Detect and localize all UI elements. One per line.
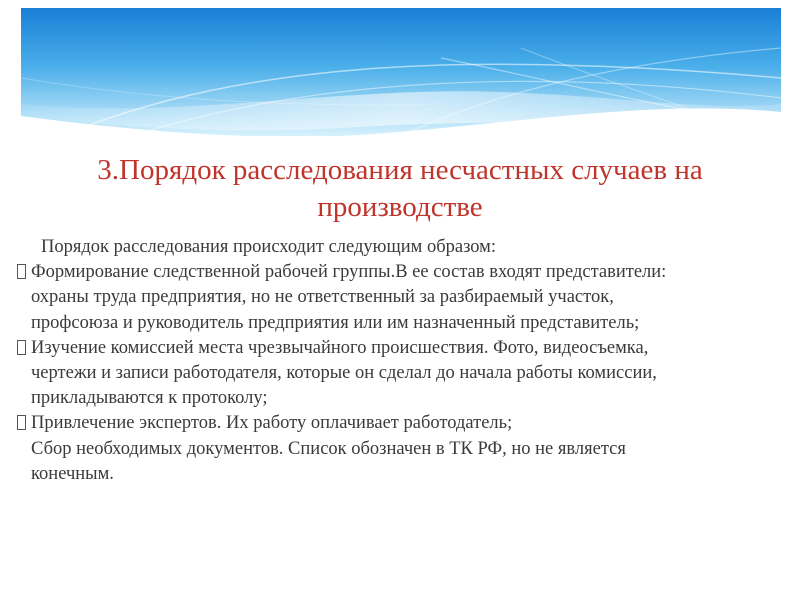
list-item-line: чертежи и записи работодателя, которые он сделал до начала работы комиссии,: [31, 363, 657, 384]
square-bullet-icon: [14, 411, 31, 436]
list-item-line: Привлечение экспертов. Их работу оплачивает работодатель;: [31, 413, 513, 434]
square-bullet-icon: [14, 260, 31, 285]
list-item-line: прикладываются к протоколу;: [31, 388, 268, 409]
closing-line: конечным.: [31, 463, 114, 484]
list-item: [14, 260, 794, 336]
slide-title-line-1: 3.Порядок расследования несчастных случаев на: [97, 154, 703, 186]
closing-paragraph: [14, 437, 794, 487]
closing-line: Сбор необходимых документов. Список обозначен в ТК РФ, но не является: [31, 438, 626, 459]
list-item-line: охраны труда предприятия, но не ответственный за разбираемый участок,: [31, 287, 614, 308]
intro-text: Порядок расследования происходит следующим образом:: [41, 237, 497, 257]
slide-body: [14, 235, 794, 487]
decorative-wave-banner: [21, 8, 781, 136]
list-item-line: Изучение комиссией места чрезвычайного происшествия. Фото, видеосъемка,: [31, 337, 649, 358]
list-item-line: профсоюза и руководитель предприятия или им назначенный представитель;: [31, 312, 640, 333]
list-item: [14, 336, 794, 412]
list-item-line: Формирование следственной рабочей группы.В ее состав входят представители:: [31, 262, 667, 283]
slide-title-line-2: производстве: [317, 191, 483, 223]
square-bullet-icon: [14, 336, 31, 361]
list-item: [14, 411, 794, 436]
slide-title: [30, 152, 770, 226]
wave-banner-graphic: [21, 8, 781, 136]
